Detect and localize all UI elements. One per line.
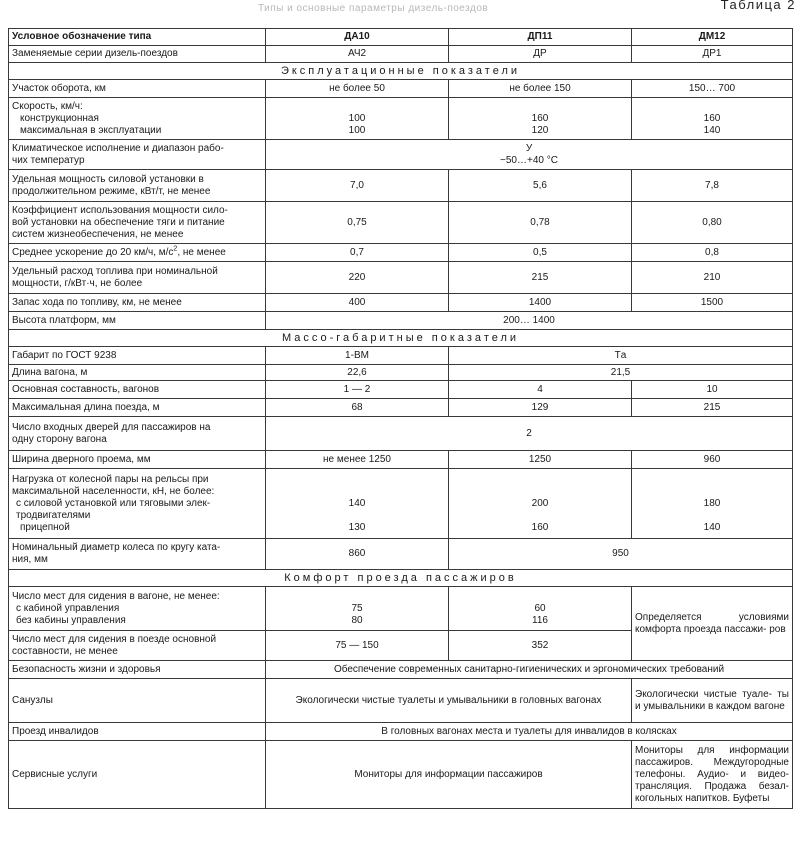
cell-value: 0,8: [632, 244, 793, 262]
value-line: 116: [532, 614, 548, 626]
value-line: 140: [348, 497, 366, 509]
cell-value: 5,6: [449, 170, 632, 202]
row-label: [9, 587, 266, 631]
label-line: вой установки на обеспечение тяги и питание: [12, 216, 225, 228]
label-line: чих температур: [12, 154, 85, 166]
label-line: составности, не менее: [12, 645, 118, 657]
table-row: [9, 347, 793, 365]
label-line: максимальная в эксплуатации: [20, 124, 162, 136]
value-line: 200: [531, 497, 549, 509]
section-title: Комфорт проезда пассажиров: [9, 570, 793, 587]
value-line: 120: [531, 124, 549, 136]
label-line: без кабины управления: [16, 614, 126, 626]
label-text: Среднее ускорение до 20 км/ч, м/с: [12, 246, 174, 258]
cell-value: 960: [632, 451, 793, 469]
label-line: систем жизнеобеспечения, не менее: [12, 228, 184, 240]
section-header-operational: [9, 63, 793, 80]
row-label: [9, 469, 266, 539]
row-label-replaced: Заменяемые серии дизель-поездов: [9, 46, 266, 63]
cell-value: 0,7: [266, 244, 449, 262]
cell-value: АЧ2: [266, 46, 449, 63]
row-label: Основная составность, вагонов: [9, 381, 266, 399]
label-line: Коэффициент использования мощности сило-: [12, 204, 228, 216]
value-line: 60: [534, 602, 546, 614]
row-label: [9, 417, 266, 451]
cell-value: [266, 140, 793, 170]
table-row: [9, 381, 793, 399]
cell-value: 4: [449, 381, 632, 399]
cell-value: Мониторы для информации пассажиров: [266, 741, 632, 809]
cell-value: 129: [449, 399, 632, 417]
value-line: 75: [351, 602, 363, 614]
cell-value: 1500: [632, 294, 793, 312]
cell-value: [266, 587, 449, 631]
label-line: с кабиной управления: [16, 602, 120, 614]
value-line: 180: [703, 497, 721, 509]
value-line: 100: [348, 112, 366, 124]
cell-value: [449, 469, 632, 539]
table-row: [9, 262, 793, 294]
row-label: [9, 262, 266, 294]
cell-value: 210: [632, 262, 793, 294]
cell-value: 950: [449, 539, 793, 570]
cell-value: 860: [266, 539, 449, 570]
table-row: [9, 140, 793, 170]
table-row: [9, 451, 793, 469]
cell-value: 352: [449, 631, 632, 661]
cell-value: не более 50: [266, 80, 449, 98]
section-title: Массо-габаритные показатели: [9, 330, 793, 347]
label-line: Скорость, км/ч:: [12, 100, 83, 112]
row-label: [9, 140, 266, 170]
section-header-mass: [9, 330, 793, 347]
cell-value: 200… 1400: [266, 312, 793, 330]
row-label: [9, 202, 266, 244]
label-line: с силовой установкой или тяговыми элек-: [16, 497, 211, 509]
label-line: продолжительном режиме, кВт/т, не менее: [12, 185, 211, 197]
cell-value: 1400: [449, 294, 632, 312]
value-line: 140: [703, 521, 721, 533]
row-label: Ширина дверного проема, мм: [9, 451, 266, 469]
table-row: [9, 312, 793, 330]
table-row: [9, 244, 793, 262]
cell-value: [632, 98, 793, 140]
row-label: [9, 539, 266, 570]
cell-value: ДР1: [632, 46, 793, 63]
cell-value: [266, 98, 449, 140]
cell-value: 150… 700: [632, 80, 793, 98]
table-row: [9, 741, 793, 809]
cell-value: 400: [266, 294, 449, 312]
header-param: Условное обозначение типа: [9, 29, 266, 46]
value-line: 160: [531, 521, 549, 533]
cell-value: не более 150: [449, 80, 632, 98]
page-caption: Типы и основные параметры дизель-поездов: [258, 3, 489, 14]
label-line: ния, мм: [12, 554, 48, 565]
cell-value: 2: [266, 417, 793, 451]
label-line: Число мест для сидения в поезде основной: [12, 633, 217, 645]
cell-value: Мониторы для информации пассажиров. Междугородные телефоны. Аудио- и видео- трансляция. Продажа безал- когольных напитков. Буфеты: [632, 741, 793, 809]
row-label: Запас хода по топливу, км, не менее: [9, 294, 266, 312]
row-label: Габарит по ГОСТ 9238: [9, 347, 266, 365]
label-line: Номинальный диаметр колеса по кругу ката-: [12, 542, 221, 553]
table-header-row: [9, 29, 793, 46]
cell-value: 1-ВМ: [266, 347, 449, 365]
table-row: [9, 723, 793, 741]
cell-value: 0,5: [449, 244, 632, 262]
header-type-dm12: ДМ12: [632, 29, 793, 46]
value-line: 80: [351, 614, 363, 626]
table-row: [9, 661, 793, 679]
section-header-comfort: [9, 570, 793, 587]
cell-value: 220: [266, 262, 449, 294]
cell-value: не менее 1250: [266, 451, 449, 469]
row-label: Длина вагона, м: [9, 365, 266, 381]
cell-value: Экологически чистые туале- ты и умывальники в каждом вагоне: [632, 679, 793, 723]
cell-value: В головных вагонах места и туалеты для инвалидов в колясках: [266, 723, 793, 741]
cell-value: 215: [449, 262, 632, 294]
label-line: конструкционная: [20, 112, 99, 124]
label-line: Число мест для сидения в вагоне, не менее:: [12, 590, 220, 602]
table-row: [9, 417, 793, 451]
label-line: Число входных дверей для пассажиров на: [12, 421, 211, 433]
cell-value: [266, 469, 449, 539]
row-label: Сервисные услуги: [9, 741, 266, 809]
value-line: У: [525, 142, 533, 154]
table-row: [9, 587, 793, 631]
table-row: [9, 98, 793, 140]
label-line: Климатическое исполнение и диапазон рабо-: [12, 142, 224, 154]
diesel-train-spec-table: [8, 28, 793, 809]
cell-value: 10: [632, 381, 793, 399]
table-row: [9, 170, 793, 202]
row-label: [9, 631, 266, 661]
cell-value: Тa: [449, 347, 793, 365]
cell-value: Экологически чистые туалеты и умывальники в головных вагонах: [266, 679, 632, 723]
label-sup: 2: [173, 245, 178, 253]
cell-value: [632, 469, 793, 539]
cell-value: [449, 98, 632, 140]
row-label: Участок оборота, км: [9, 80, 266, 98]
label-line: максимальной населенности, кН, не более:: [12, 485, 215, 497]
table-row: [9, 399, 793, 417]
value-line: 160: [531, 112, 549, 124]
cell-value: 68: [266, 399, 449, 417]
row-label: Безопасность жизни и здоровья: [9, 661, 266, 679]
value-line: 130: [348, 521, 366, 533]
value-line: −50…+40 °С: [500, 154, 558, 166]
table-row: [9, 539, 793, 570]
value-line: 140: [703, 124, 721, 136]
cell-value: Обеспечение современных санитарно-гигиенических и эргономических требований: [266, 661, 793, 679]
table-row: [9, 294, 793, 312]
cell-value: 215: [632, 399, 793, 417]
label-line: мощности, г/кВт·ч, не более: [12, 277, 143, 289]
table-row: [9, 469, 793, 539]
row-label: Санузлы: [9, 679, 266, 723]
label-line: Удельная мощность силовой установки в: [12, 173, 204, 185]
row-label: Максимальная длина поезда, м: [9, 399, 266, 417]
label-line: тродвигателями: [16, 509, 91, 521]
cell-value: [449, 587, 632, 631]
value-line: 160: [703, 112, 721, 124]
label-line: одну сторону вагона: [12, 433, 107, 445]
cell-value: 1250: [449, 451, 632, 469]
row-label: [9, 170, 266, 202]
table-number: Таблица 2: [720, 0, 796, 12]
cell-value: 1 — 2: [266, 381, 449, 399]
table-row: [9, 365, 793, 381]
dm12-seats-note: Определяется условиями комфорта проезда пассажи- ров: [632, 587, 793, 661]
cell-value: 21,5: [449, 365, 793, 381]
label-line: прицепной: [20, 521, 70, 533]
row-label: [9, 244, 266, 262]
table-row: [9, 80, 793, 98]
cell-value: 0,80: [632, 202, 793, 244]
header-type-da10: ДА10: [266, 29, 449, 46]
value-line: 100: [348, 124, 366, 136]
row-label: [9, 98, 266, 140]
cell-value: 22,6: [266, 365, 449, 381]
cell-value: 7,0: [266, 170, 449, 202]
table-row: [9, 202, 793, 244]
cell-value: ДР: [449, 46, 632, 63]
row-label: Высота платформ, мм: [9, 312, 266, 330]
cell-value: 0,78: [449, 202, 632, 244]
label-text: , не менее: [177, 246, 226, 258]
label-line: Удельный расход топлива при номинальной: [12, 265, 218, 277]
cell-value: 0,75: [266, 202, 449, 244]
label-line: Нагрузка от колесной пары на рельсы при: [12, 473, 209, 485]
cell-value: 75 — 150: [266, 631, 449, 661]
cell-value: 7,8: [632, 170, 793, 202]
table-row: [9, 679, 793, 723]
header-type-dp11: ДП11: [449, 29, 632, 46]
section-title: Эксплуатационные показатели: [9, 63, 793, 80]
table-row: [9, 46, 793, 63]
row-label: Проезд инвалидов: [9, 723, 266, 741]
